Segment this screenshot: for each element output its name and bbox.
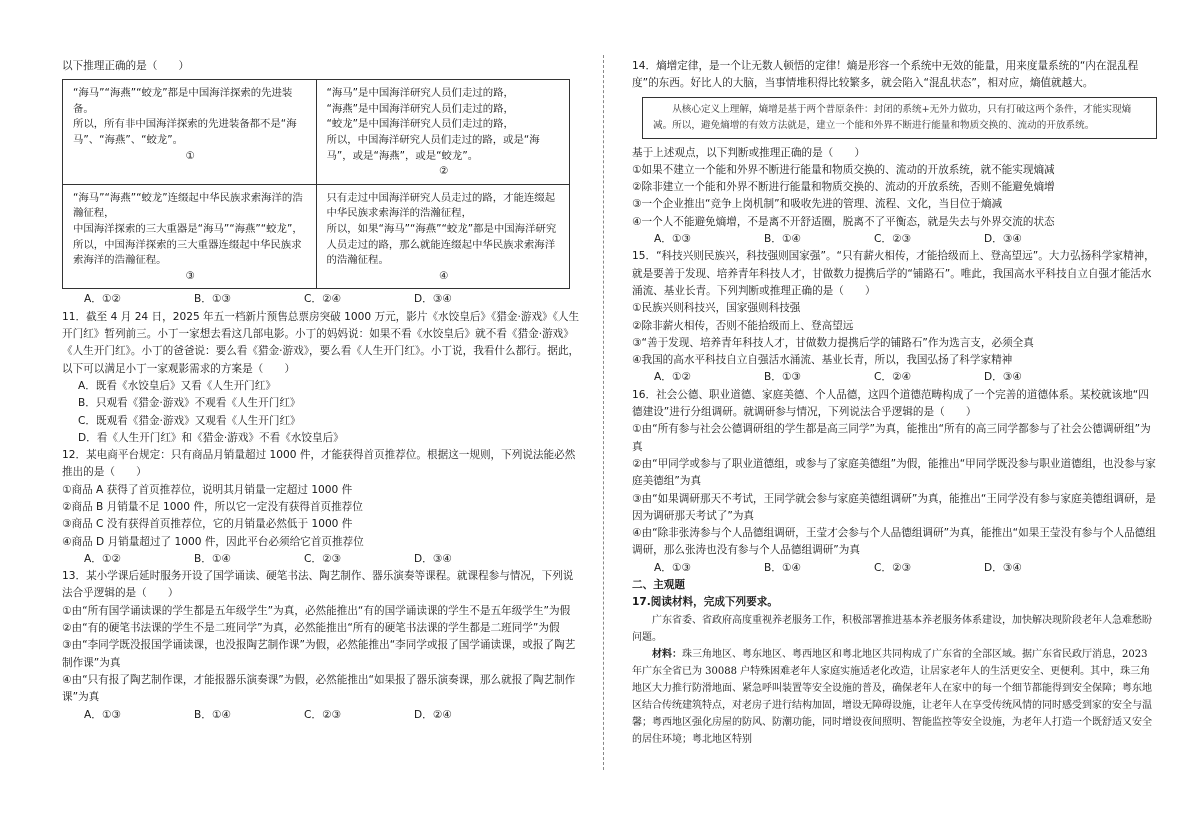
option-d[interactable]: D．③④ [414, 293, 452, 306]
q17-material-text: 珠三角地区、粤东地区、粤西地区和粤北地区共同构成了广东省的全部区域。据广东省民政厅消息，2023 年广东全省已为 30088 户特殊困难老年人家庭实施适老化改造，让居家老年人的生活更安全、更便利。其中，珠三角地区大力推行防滑地面、紧急呼叫装置等安全设施的普及，确保老年人在家中的每一个细节都能得到安全保障；粤东地区结合传统建筑特点，对老房子进行结构加固，增设无障碍设施，让老年人在享受传统风情的同时感受到家的安全与温馨；粤西地区强化房屋的防风、防潮功能，同时增设夜间照明、智能监控等安全设施，为老年人打造一个既舒适又安全的居住环境；粤北地区特别 [632, 648, 1152, 745]
q11-option-d[interactable]: D．看《人生开门红》和《猎金·游戏》不看《水饺皇后》 [78, 431, 344, 444]
option-a[interactable]: A．①② [654, 371, 691, 384]
q12-statement: ②商品 B 月销量不足 1000 件，所以它一定没有获得首页推荐位 [62, 500, 363, 513]
q11-option-c[interactable]: C．既观看《猎金·游戏》又观看《人生开门红》 [78, 414, 301, 427]
q16-statement: ①由“所有参与社会公德调研组的学生都是高三同学”为真，能推出“所有的高三同学都参与了社会公德调研组”为真 [632, 423, 1151, 453]
q10-box-1 [63, 80, 317, 185]
option-b[interactable]: B．①④ [194, 708, 231, 721]
q13-stem: 13．某小学课后延时服务开设了国学诵读、硬笔书法、陶艺制作、器乐演奏等课程。就课程参与情况，下列说法合乎逻辑的是（ ） [62, 570, 574, 600]
q10-box3-number: ③ [185, 269, 195, 282]
q14-statement: ③一个企业推出“竞争上岗机制”和吸收先进的管理、流程、文化，当目位于熵减 [632, 198, 1003, 211]
q17-title: 17.阅读材料，完成下列要求。 [632, 596, 778, 609]
q12-options [62, 551, 580, 568]
q15-statement: ③“善于发现、培养青年科技人才，甘做数力提携后学的铺路石”作为选言支，必须全真 [632, 336, 1034, 349]
q13-statement: ④由“只有报了陶艺制作课，才能报器乐演奏课”为假，必然能推出“如果报了器乐演奏课，那么就报了陶艺制作课”为真 [62, 673, 576, 704]
q10-box4-line: 只有走过中国海洋研究人员走过的路，才能连缀起中华民族求索海洋的浩瀚征程， [326, 191, 556, 220]
q11-option-a[interactable]: A．既看《水饺皇后》又看《人生开门红》 [78, 379, 276, 392]
option-c[interactable]: C．②③ [874, 561, 911, 574]
q13-statement: ②由“有的硬笔书法课的学生不是二班同学”为真，必然能推出“所有的硬笔书法课的学生都是二班同学”为假 [62, 622, 560, 635]
q10-box3-line: 所以，中国海洋探索的三大重器连缀起中华民族求索海洋的浩瀚征程。 [73, 238, 302, 267]
option-a[interactable]: A．①② [84, 552, 121, 565]
option-c[interactable]: C．②④ [304, 293, 341, 306]
q14-quote-box [642, 97, 1157, 139]
q15-statement: ④我国的高水平科技自立自强活水涌流、基业长青，所以，我国弘扬了科学家精神 [632, 354, 1013, 367]
q17-material [632, 646, 1157, 748]
q10-box1-line: “海马”“海燕”“蛟龙”都是中国海洋探索的先进装备。 [73, 87, 293, 115]
q16-stem: 16．社会公德、职业道德、家庭美德、个人品德，这四个道德范畴构成了一个完善的道德体系。某校就该地“四德建设”进行分组调研。就调研参与情况，下列说法合乎逻辑的是（ ） [632, 388, 1149, 419]
option-c[interactable]: C．②③ [304, 708, 341, 721]
q14-options [632, 231, 1157, 248]
option-d[interactable]: D．③④ [984, 371, 1022, 384]
q12-statement: ①商品 A 获得了首页推荐位，说明其月销量一定超过 1000 件 [62, 483, 353, 496]
q10-options [62, 291, 580, 308]
left-column [62, 58, 580, 724]
q13-statement: ③由“李同学既没报国学诵读课，也没报陶艺制作课”为假，必然能推出“李同学或报了国学诵读课，或报了陶艺制作课”为真 [62, 639, 576, 669]
q14-statement: ④一个人不能避免熵增，不是离不开舒适圈，脱离不了平衡态，就是失去与外界交流的状态 [632, 215, 1055, 228]
q12-statement: ④商品 D 月销量超过了 1000 件，因此平台必须给它首页推荐位 [62, 535, 364, 548]
column-divider [603, 55, 604, 770]
q17-material-label: 材料： [652, 648, 682, 660]
option-a[interactable]: A．①③ [84, 708, 121, 721]
q10-box2-line: 所以，中国海洋研究人员们走过的路，或是“海马”，或是“海燕”，或是“蛟龙”。 [326, 134, 540, 162]
option-d[interactable]: D．③④ [984, 233, 1022, 246]
option-b[interactable]: B．①④ [194, 552, 231, 565]
q10-box4-number: ④ [439, 269, 449, 282]
q17-intro: 广东省委、省政府高度重视养老服务工作，积极部署推进基本养老服务体系建设，加快解决现阶段老年人急难愁盼问题。 [632, 614, 1152, 643]
q10-box-4 [316, 184, 570, 289]
q15-statement: ①民族兴则科技兴，国家强则科技强 [632, 302, 801, 315]
q16-options [632, 560, 1157, 577]
option-b[interactable]: B．①③ [194, 293, 231, 306]
q10-box2-number: ② [439, 165, 449, 178]
option-b[interactable]: B．①④ [764, 561, 801, 574]
option-a[interactable]: A．①③ [654, 233, 691, 246]
q12-statement: ③商品 C 没有获得首页推荐位，它的月销量必然低于 1000 件 [62, 518, 353, 531]
option-c[interactable]: C．②③ [874, 233, 911, 246]
option-b[interactable]: B．①③ [764, 371, 801, 384]
q13-options [62, 707, 580, 724]
option-b[interactable]: B．①④ [764, 233, 801, 246]
q15-options [632, 369, 1157, 386]
q10-box2-line: “蛟龙”是中国海洋研究人员们走过的路， [326, 118, 514, 131]
q10-box4-line: 所以，如果“海马”“海燕”“蛟龙”都是中国海洋研究人员走过的路，那么就能连缀起中华民族求索海洋的浩瀚征程。 [326, 223, 557, 267]
option-d[interactable]: D．③④ [414, 552, 452, 565]
q10-box1-number: ① [185, 149, 195, 162]
q10-box3-line: 中国海洋探索的三大重器是“海马”“海燕”“蛟龙”， [73, 223, 303, 236]
q16-statement: ④由“除非张涛参与个人品德组调研，王莹才会参与个人品德组调研”为真，能推出“如果王莹没有参与个人品德组调研，那么张涛也没有参与个人品德组调研”为真 [632, 527, 1156, 557]
q10-box3-line: “海马”“海燕”“蛟龙”连缀起中华民族求索海洋的浩瀚征程， [73, 191, 303, 220]
q10-box-2 [316, 80, 570, 185]
q12-stem: 12．某电商平台规定：只有商品月销量超过 1000 件，才能获得首页推荐位。根据这一规则，下列说法能必然推出的是（ ） [62, 449, 576, 479]
q10-syllogism-table [62, 79, 570, 289]
section-heading: 二、主观题 [632, 579, 685, 592]
right-column [632, 58, 1157, 748]
option-d[interactable]: D．③④ [984, 561, 1022, 574]
q15-stem: 15．“科技兴则民族兴，科技强则国家强”。“只有薪火相传，才能拾级而上、登高望远”。大力弘扬科学家精神，就是要善于发现、培养青年科技人才，甘做数力提携后学的“铺路石”。唯此，我国高水平科技自立自强才能活水涌流、基业长青。下列判断或推理正确的是（ ） [632, 250, 1155, 297]
q15-statement: ②除非薪火相传，否则不能拾级而上、登高望远 [632, 319, 854, 332]
q14-statement: ②除非建立一个能和外界不断进行能量和物质交换的、流动的开放系统，否则不能避免熵增 [632, 181, 1055, 194]
q10-box2-line: “海马”是中国海洋研究人员们走过的路， [326, 87, 514, 100]
q10-box1-line: 所以，所有非中国海洋探索的先进装备都不是“海马”、“海燕”、“蛟龙”。 [73, 118, 297, 147]
option-a[interactable]: A．①② [84, 293, 121, 306]
q14-stem: 14．熵增定律，是一个让无数人顿悟的定律！熵是形容一个系统中无效的能量，用来度量系统的“内在混乱程度”的东西。好比人的大脑，当事情堆积得比较繁多，就会陷入“混乱状态”，相对应，熵值就越大。 [632, 60, 1139, 90]
q11-option-b[interactable]: B．只观看《猎金·游戏》不观看《人生开门红》 [78, 397, 301, 410]
q11-stem: 11．截至 4 月 24 日，2025 年五一档新片预售总票房突破 1000 万元，影片《水饺皇后》《猎金·游戏》《人生开门红》暂列前三。小丁一家想去看这几部电影。小丁的妈妈说：如果不看《水饺皇后》就不看《猎金·游戏》《人生开门红》。小丁的爸爸说：要么看《猎金·游戏》，要么看《人生开门红》。小丁说，我看什么都行。据此，以下可以满足小丁一家观影需求的方案是（ ） [62, 310, 580, 375]
option-d[interactable]: D．②④ [414, 708, 452, 721]
option-c[interactable]: C．②③ [304, 552, 341, 565]
option-a[interactable]: A．①③ [654, 561, 691, 574]
q14-statement: ①如果不建立一个能和外界不断进行能量和物质交换的、流动的开放系统，就不能实现熵减 [632, 163, 1055, 176]
q16-statement: ②由“甲同学或参与了职业道德组，或参与了家庭美德组”为假，能推出“甲同学既没参与职业道德组，也没参与家庭美德组”为真 [632, 457, 1156, 488]
q10-box2-line: “海燕”是中国海洋研究人员们走过的路， [326, 102, 514, 115]
q10-stem: 以下推理正确的是（ ） [62, 60, 190, 72]
q16-statement: ③由“如果调研那天不考试，王同学就会参与家庭美德组调研”为真，能推出“王同学没有参与家庭美德组调研，是因为调研那天考试了”为真 [632, 492, 1156, 522]
q10-box-3 [63, 184, 317, 289]
q14-question: 基于上述观点，以下判断或推理正确的是（ ） [632, 146, 866, 159]
q14-quote-text: 从核心定义上理解，熵增是基于两个普原条件：封闭的系统+无外力做功，只有打破这两个条件，才能实现熵减。所以，避免熵增的有效方法就是，建立一个能和外界不断进行能量和物质交换的、流动的开放系统。 [653, 103, 1132, 131]
q13-statement: ①由“所有国学诵读课的学生都是五年级学生”为真，必然能推出“有的国学诵读课的学生不是五年级学生”为假 [62, 604, 571, 617]
option-c[interactable]: C．②④ [874, 371, 911, 384]
